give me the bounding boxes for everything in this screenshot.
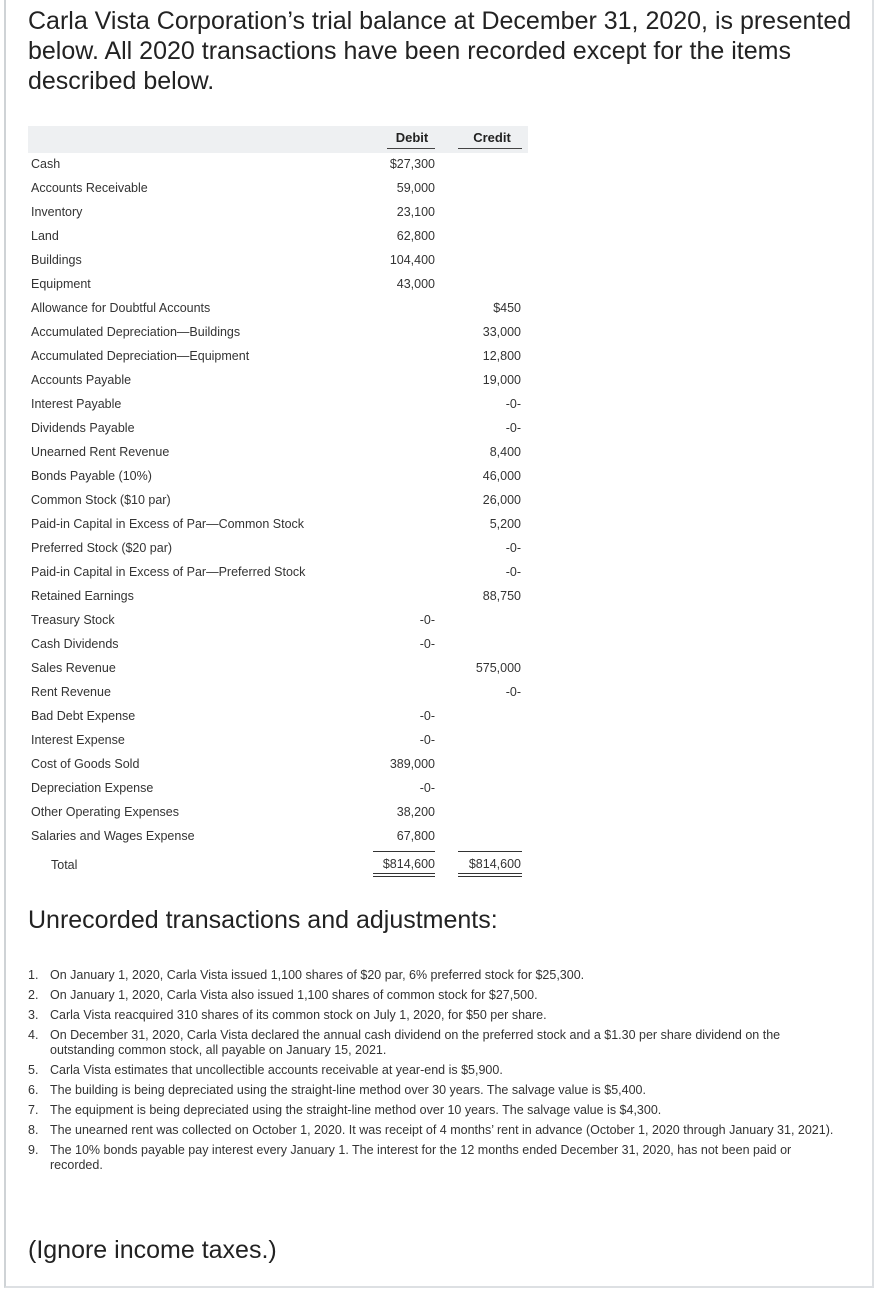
item-number: 5. <box>28 1063 39 1077</box>
credit-header-underline <box>458 148 522 149</box>
account-name: Other Operating Expenses <box>31 805 179 819</box>
table-row <box>28 369 528 393</box>
total-credit: $814,600 <box>468 857 521 871</box>
ignore-taxes-note: (Ignore income taxes.) <box>28 1236 277 1264</box>
table-row <box>28 633 528 657</box>
item-number: 8. <box>28 1123 39 1137</box>
credit-amount: -0- <box>505 565 521 579</box>
debit-amount: -0- <box>419 733 435 747</box>
table-row <box>28 225 528 249</box>
item-text: Carla Vista estimates that uncollectible accounts receivable at year-end is $5,900. <box>50 1063 503 1077</box>
item-text: Carla Vista reacquired 310 shares of its common stock on July 1, 2020, for $50 per share. <box>50 1008 547 1022</box>
debit-header-underline <box>387 148 435 149</box>
account-name: Cash <box>31 157 61 171</box>
account-name: Cost of Goods Sold <box>31 757 140 771</box>
account-name: Unearned Rent Revenue <box>31 445 170 459</box>
credit-amount: 46,000 <box>482 469 521 483</box>
table-row <box>28 177 528 201</box>
debit-amount: 62,800 <box>396 229 435 243</box>
credit-sum-line <box>458 851 522 852</box>
credit-amount: 12,800 <box>482 349 521 363</box>
table-row <box>28 417 528 441</box>
table-row <box>28 801 528 825</box>
credit-amount: $450 <box>493 301 521 315</box>
adjustments-list <box>28 968 836 1178</box>
credit-amount: -0- <box>505 541 521 555</box>
list-item <box>28 968 836 983</box>
debit-amount: $27,300 <box>389 157 435 171</box>
debit-sum-line <box>373 851 435 852</box>
account-name: Accounts Receivable <box>31 181 148 195</box>
table-row <box>28 273 528 297</box>
credit-double-underline <box>458 873 522 877</box>
debit-amount: 23,100 <box>396 205 435 219</box>
table-row <box>28 537 528 561</box>
table-row <box>28 249 528 273</box>
list-item <box>28 1008 836 1023</box>
list-item <box>28 1143 836 1173</box>
unrecorded-heading: Unrecorded transactions and adjustments: <box>28 906 498 934</box>
table-row <box>28 393 528 417</box>
total-row <box>28 851 528 881</box>
debit-amount: 67,800 <box>396 829 435 843</box>
list-item <box>28 1083 836 1098</box>
account-name: Accounts Payable <box>31 373 132 387</box>
account-name: Accumulated Depreciation—Equipment <box>31 349 250 363</box>
account-name: Salaries and Wages Expense <box>31 829 195 843</box>
account-name: Interest Expense <box>31 733 125 747</box>
credit-amount: -0- <box>505 397 521 411</box>
list-item <box>28 988 836 1003</box>
debit-amount: -0- <box>419 613 435 627</box>
account-name: Interest Payable <box>31 397 122 411</box>
table-row <box>28 753 528 777</box>
table-row <box>28 585 528 609</box>
table-row <box>28 345 528 369</box>
table-row <box>28 681 528 705</box>
table-row <box>28 153 528 177</box>
account-name: Allowance for Doubtful Accounts <box>31 301 211 315</box>
account-name: Cash Dividends <box>31 637 119 651</box>
debit-amount: 59,000 <box>396 181 435 195</box>
table-body <box>28 153 528 851</box>
credit-amount: 8,400 <box>489 445 521 459</box>
account-name: Inventory <box>31 205 83 219</box>
account-name: Treasury Stock <box>31 613 115 627</box>
account-name: Preferred Stock ($20 par) <box>31 541 173 555</box>
problem-intro: Carla Vista Corporation’s trial balance at December 31, 2020, is presented below. All 2020 transactions have been recorded except for the items described below. <box>28 7 852 95</box>
trial-balance-table <box>28 126 528 881</box>
debit-amount: 104,400 <box>389 253 435 267</box>
account-name: Paid-in Capital in Excess of Par—Preferred Stock <box>31 565 306 579</box>
account-name: Bonds Payable (10%) <box>31 469 152 483</box>
total-label: Total <box>51 858 78 872</box>
total-debit: $814,600 <box>382 857 435 871</box>
list-item <box>28 1103 836 1118</box>
account-name: Retained Earnings <box>31 589 134 603</box>
credit-amount: 19,000 <box>482 373 521 387</box>
debit-amount: -0- <box>419 781 435 795</box>
table-row <box>28 513 528 537</box>
table-header <box>28 126 528 153</box>
account-name: Equipment <box>31 277 91 291</box>
item-number: 6. <box>28 1083 39 1097</box>
item-text: The building is being depreciated using the straight-line method over 30 years. The salvage value is $5,400. <box>50 1083 646 1097</box>
credit-amount: 88,750 <box>482 589 521 603</box>
credit-amount: 26,000 <box>482 493 521 507</box>
table-row <box>28 441 528 465</box>
item-text: On January 1, 2020, Carla Vista also issued 1,100 shares of common stock for $27,500. <box>50 988 538 1002</box>
account-name: Bad Debt Expense <box>31 709 136 723</box>
credit-amount: 5,200 <box>489 517 521 531</box>
table-row <box>28 705 528 729</box>
item-number: 2. <box>28 988 39 1002</box>
credit-amount: 575,000 <box>475 661 521 675</box>
account-name: Paid-in Capital in Excess of Par—Common Stock <box>31 517 305 531</box>
item-number: 7. <box>28 1103 39 1117</box>
list-item <box>28 1123 836 1138</box>
credit-amount: -0- <box>505 421 521 435</box>
debit-amount: 43,000 <box>396 277 435 291</box>
debit-amount: -0- <box>419 637 435 651</box>
item-number: 1. <box>28 968 39 982</box>
credit-amount: 33,000 <box>482 325 521 339</box>
list-item <box>28 1028 836 1058</box>
table-row <box>28 201 528 225</box>
item-text: On December 31, 2020, Carla Vista declared the annual cash dividend on the preferred stock and a $1.30 per share dividend on the outstanding common stock, all payable on January 15, 2021. <box>50 1028 781 1057</box>
table-row <box>28 321 528 345</box>
table-row <box>28 465 528 489</box>
item-number: 9. <box>28 1143 39 1157</box>
account-name: Common Stock ($10 par) <box>31 493 171 507</box>
table-row <box>28 489 528 513</box>
debit-header: Debit <box>395 130 429 145</box>
table-row <box>28 729 528 753</box>
item-number: 3. <box>28 1008 39 1022</box>
account-name: Sales Revenue <box>31 661 116 675</box>
item-text: On January 1, 2020, Carla Vista issued 1,100 shares of $20 par, 6% preferred stock for $25,300. <box>50 968 585 982</box>
account-name: Land <box>31 229 59 243</box>
account-name: Depreciation Expense <box>31 781 154 795</box>
debit-amount: 389,000 <box>389 757 435 771</box>
table-row <box>28 297 528 321</box>
item-text: The unearned rent was collected on October 1, 2020. It was receipt of 4 months’ rent in advance (October 1, 2020 through January 31, 2021). <box>50 1123 834 1137</box>
table-row <box>28 657 528 681</box>
account-name: Buildings <box>31 253 82 267</box>
table-row <box>28 561 528 585</box>
credit-header: Credit <box>473 130 511 145</box>
debit-double-underline <box>373 873 435 877</box>
credit-amount: -0- <box>505 685 521 699</box>
list-item <box>28 1063 836 1078</box>
debit-amount: -0- <box>419 709 435 723</box>
table-row <box>28 825 528 851</box>
debit-amount: 38,200 <box>396 805 435 819</box>
table-row <box>28 609 528 633</box>
account-name: Rent Revenue <box>31 685 111 699</box>
table-row <box>28 777 528 801</box>
item-text: The 10% bonds payable pay interest every January 1. The interest for the 12 months ended December 31, 2020, has not been paid or recorded. <box>50 1143 792 1172</box>
account-name: Dividends Payable <box>31 421 135 435</box>
item-number: 4. <box>28 1028 39 1042</box>
item-text: The equipment is being depreciated using the straight-line method over 10 years. The salvage value is $4,300. <box>50 1103 662 1117</box>
account-name: Accumulated Depreciation—Buildings <box>31 325 241 339</box>
